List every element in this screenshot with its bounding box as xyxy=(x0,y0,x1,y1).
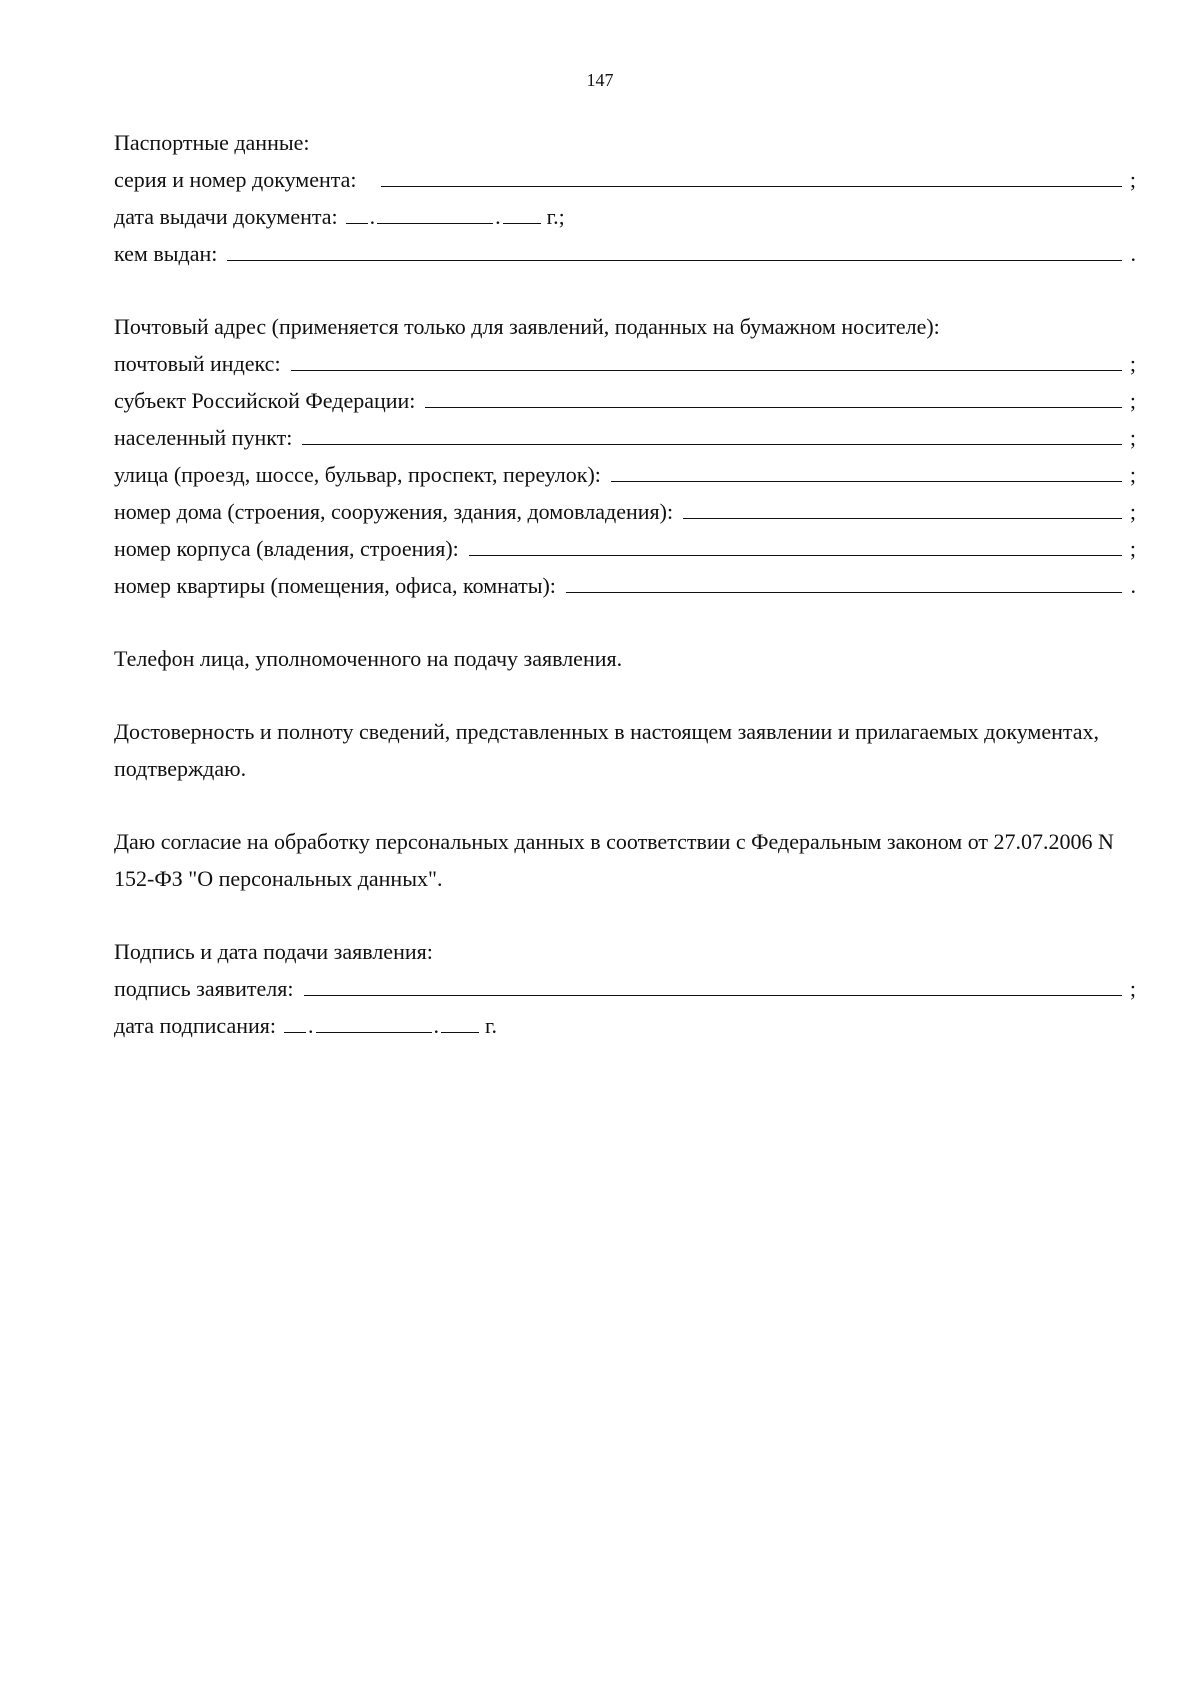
confirmation-text: Достоверность и полноту сведений, представленных в настоящем заявлении и прилагаемых документах, подтверждаю. xyxy=(114,719,1100,781)
postal-field-row: номер дома (строения, сооружения, здания, домовладения): ; xyxy=(114,493,1136,530)
postal-field-label: субъект Российской Федерации: xyxy=(114,388,416,413)
postal-field-label: номер дома (строения, сооружения, здания, домовладения): xyxy=(114,499,674,524)
signature-label: подпись заявителя: xyxy=(114,976,294,1001)
signing-date-year-suffix: г. xyxy=(485,1013,498,1038)
postal-field-label: улица (проезд, шоссе, бульвар, проспект, переулок): xyxy=(114,462,601,487)
passport-issue-date-row: дата выдачи документа: . . г.; xyxy=(114,198,1136,235)
passport-issued-by-end: . xyxy=(1130,241,1136,266)
postal-apartment-field[interactable] xyxy=(566,570,1122,593)
signing-year-field[interactable] xyxy=(441,1010,479,1033)
passport-issued-by-field[interactable] xyxy=(227,238,1122,261)
signing-month-field[interactable] xyxy=(316,1010,432,1033)
passport-heading-text: Паспортные данные: xyxy=(114,130,310,155)
postal-field-row: населенный пункт: ; xyxy=(114,419,1136,456)
postal-index-field[interactable] xyxy=(291,348,1122,371)
postal-house-field[interactable] xyxy=(683,496,1122,519)
postal-street-field[interactable] xyxy=(611,459,1122,482)
signature-row xyxy=(114,970,1136,1007)
passport-series-label: серия и номер документа: xyxy=(114,167,357,192)
passport-series-row xyxy=(114,161,1136,198)
postal-field-row: номер корпуса (владения, строения): ; xyxy=(114,530,1136,567)
passport-issued-by-row xyxy=(114,235,1136,272)
postal-field-row: номер квартиры (помещения, офиса, комнаты): . xyxy=(114,567,1136,604)
passport-series-field[interactable] xyxy=(381,164,1122,187)
postal-field-label: почтовый индекс: xyxy=(114,351,281,376)
issue-date-year-suffix: г.; xyxy=(546,204,565,229)
signature-field[interactable] xyxy=(304,973,1122,996)
postal-building-field[interactable] xyxy=(469,533,1122,556)
postal-region-field[interactable] xyxy=(425,385,1122,408)
signing-date-label: дата подписания: xyxy=(114,1013,276,1038)
postal-field-label: номер корпуса (владения, строения): xyxy=(114,536,459,561)
signature-heading xyxy=(114,933,1136,970)
signing-date-row: дата подписания: . . г. xyxy=(114,1007,1136,1044)
consent-text: Даю согласие на обработку персональных данных в соответствии с Федеральным законом от 27.07.2006 N 152-ФЗ "О персональных данных". xyxy=(114,829,1114,891)
postal-field-label: населенный пункт: xyxy=(114,425,293,450)
passport-issue-date-label: дата выдачи документа: xyxy=(114,204,338,229)
issue-year-field[interactable] xyxy=(503,201,541,224)
signature-heading-text: Подпись и дата подачи заявления: xyxy=(114,939,433,964)
form-content xyxy=(114,124,1136,1044)
postal-field-row: почтовый индекс: ; xyxy=(114,345,1136,382)
signing-day-field[interactable] xyxy=(284,1010,306,1033)
postal-heading xyxy=(114,308,1136,345)
postal-field-row: улица (проезд, шоссе, бульвар, проспект, переулок): ; xyxy=(114,456,1136,493)
postal-heading-text: Почтовый адрес (применяется только для заявлений, поданных на бумажном носителе): xyxy=(114,314,940,339)
passport-issued-by-label: кем выдан: xyxy=(114,241,218,266)
postal-field-row: субъект Российской Федерации: ; xyxy=(114,382,1136,419)
passport-series-end: ; xyxy=(1129,167,1136,192)
phone-text: Телефон лица, уполномоченного на подачу заявления. xyxy=(114,646,623,671)
page-number: 147 xyxy=(586,70,614,90)
issue-day-field[interactable] xyxy=(346,201,368,224)
passport-heading xyxy=(114,124,1136,161)
signature-end: ; xyxy=(1129,976,1136,1001)
postal-city-field[interactable] xyxy=(302,422,1122,445)
issue-month-field[interactable] xyxy=(377,201,493,224)
postal-field-label: номер квартиры (помещения, офиса, комнаты): xyxy=(114,573,556,598)
